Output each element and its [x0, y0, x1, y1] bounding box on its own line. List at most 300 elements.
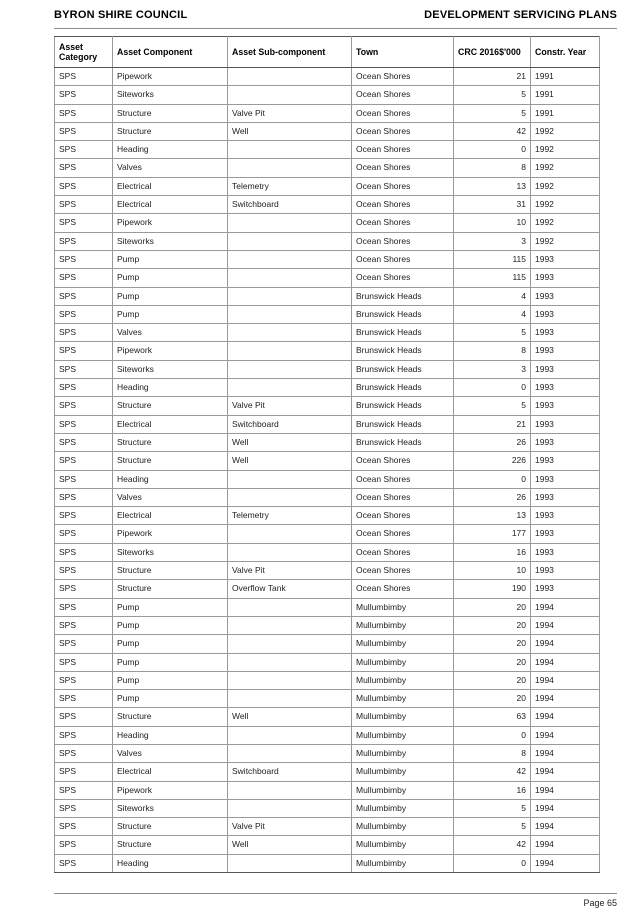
cell-asset-sub-component	[228, 653, 352, 671]
cell-crc: 21	[454, 415, 531, 433]
table-row	[55, 525, 600, 543]
table-row	[55, 86, 600, 104]
cell-asset-category: SPS	[55, 232, 113, 250]
page-header	[54, 9, 617, 29]
cell-asset-sub-component	[228, 324, 352, 342]
cell-asset-component: Heading	[113, 379, 228, 397]
table-row	[55, 433, 600, 451]
cell-asset-component: Electrical	[113, 177, 228, 195]
cell-asset-sub-component	[228, 287, 352, 305]
cell-crc: 5	[454, 104, 531, 122]
cell-construction-year: 1993	[531, 525, 600, 543]
asset-table	[54, 36, 600, 873]
cell-asset-category: SPS	[55, 488, 113, 506]
cell-town: Mullumbimby	[352, 854, 454, 872]
cell-construction-year: 1994	[531, 616, 600, 634]
cell-crc: 3	[454, 360, 531, 378]
cell-asset-category: SPS	[55, 470, 113, 488]
cell-town: Mullumbimby	[352, 818, 454, 836]
cell-crc: 26	[454, 488, 531, 506]
cell-asset-category: SPS	[55, 854, 113, 872]
cell-asset-category: SPS	[55, 324, 113, 342]
table-row	[55, 452, 600, 470]
cell-asset-sub-component: Switchboard	[228, 196, 352, 214]
cell-crc: 21	[454, 68, 531, 86]
cell-construction-year: 1993	[531, 250, 600, 268]
table-row	[55, 488, 600, 506]
cell-crc: 20	[454, 671, 531, 689]
table-row	[55, 543, 600, 561]
cell-asset-component: Siteworks	[113, 360, 228, 378]
cell-town: Mullumbimby	[352, 781, 454, 799]
cell-town: Ocean Shores	[352, 452, 454, 470]
cell-asset-category: SPS	[55, 562, 113, 580]
cell-crc: 63	[454, 708, 531, 726]
cell-crc: 20	[454, 616, 531, 634]
cell-construction-year: 1993	[531, 360, 600, 378]
cell-town: Ocean Shores	[352, 470, 454, 488]
cell-asset-component: Pipework	[113, 342, 228, 360]
cell-crc: 3	[454, 232, 531, 250]
table-row	[55, 781, 600, 799]
cell-asset-component: Siteworks	[113, 543, 228, 561]
cell-town: Brunswick Heads	[352, 360, 454, 378]
cell-asset-category: SPS	[55, 799, 113, 817]
cell-crc: 8	[454, 342, 531, 360]
cell-construction-year: 1993	[531, 452, 600, 470]
cell-construction-year: 1994	[531, 818, 600, 836]
cell-construction-year: 1992	[531, 122, 600, 140]
cell-town: Ocean Shores	[352, 86, 454, 104]
cell-town: Ocean Shores	[352, 250, 454, 268]
cell-asset-component: Pipework	[113, 781, 228, 799]
cell-crc: 0	[454, 470, 531, 488]
table-row	[55, 635, 600, 653]
cell-asset-category: SPS	[55, 635, 113, 653]
cell-asset-sub-component: Overflow Tank	[228, 580, 352, 598]
cell-asset-category: SPS	[55, 598, 113, 616]
cell-asset-component: Electrical	[113, 763, 228, 781]
cell-asset-component: Structure	[113, 818, 228, 836]
organisation-name: BYRON SHIRE COUNCIL	[54, 9, 188, 21]
cell-asset-category: SPS	[55, 159, 113, 177]
table-row	[55, 379, 600, 397]
cell-crc: 16	[454, 543, 531, 561]
cell-crc: 190	[454, 580, 531, 598]
table-row	[55, 68, 600, 86]
cell-asset-category: SPS	[55, 415, 113, 433]
cell-asset-component: Structure	[113, 397, 228, 415]
column-header-asset-category: Asset Category	[55, 37, 113, 68]
cell-asset-component: Pump	[113, 269, 228, 287]
cell-construction-year: 1991	[531, 86, 600, 104]
cell-asset-sub-component	[228, 690, 352, 708]
cell-crc: 0	[454, 854, 531, 872]
cell-asset-category: SPS	[55, 269, 113, 287]
cell-asset-sub-component: Well	[228, 708, 352, 726]
table-row	[55, 799, 600, 817]
table-row	[55, 744, 600, 762]
cell-asset-sub-component	[228, 671, 352, 689]
cell-asset-sub-component	[228, 250, 352, 268]
cell-construction-year: 1994	[531, 799, 600, 817]
cell-asset-sub-component	[228, 726, 352, 744]
table-row	[55, 177, 600, 195]
cell-construction-year: 1994	[531, 671, 600, 689]
cell-construction-year: 1992	[531, 159, 600, 177]
cell-crc: 5	[454, 86, 531, 104]
cell-town: Ocean Shores	[352, 196, 454, 214]
cell-construction-year: 1993	[531, 287, 600, 305]
cell-asset-category: SPS	[55, 543, 113, 561]
table-row	[55, 214, 600, 232]
cell-construction-year: 1993	[531, 269, 600, 287]
cell-town: Brunswick Heads	[352, 342, 454, 360]
table-row	[55, 360, 600, 378]
cell-asset-category: SPS	[55, 122, 113, 140]
cell-asset-sub-component	[228, 214, 352, 232]
cell-asset-component: Heading	[113, 854, 228, 872]
cell-construction-year: 1991	[531, 104, 600, 122]
cell-asset-component: Electrical	[113, 415, 228, 433]
cell-asset-component: Valves	[113, 324, 228, 342]
cell-crc: 0	[454, 141, 531, 159]
cell-construction-year: 1992	[531, 177, 600, 195]
cell-town: Brunswick Heads	[352, 415, 454, 433]
cell-asset-sub-component: Well	[228, 122, 352, 140]
cell-asset-category: SPS	[55, 452, 113, 470]
cell-asset-sub-component	[228, 854, 352, 872]
cell-asset-category: SPS	[55, 690, 113, 708]
cell-asset-sub-component	[228, 781, 352, 799]
table-row	[55, 726, 600, 744]
cell-asset-component: Siteworks	[113, 86, 228, 104]
cell-asset-sub-component	[228, 141, 352, 159]
cell-asset-component: Valves	[113, 488, 228, 506]
cell-crc: 20	[454, 690, 531, 708]
cell-crc: 5	[454, 324, 531, 342]
cell-asset-component: Electrical	[113, 507, 228, 525]
cell-construction-year: 1991	[531, 68, 600, 86]
cell-asset-sub-component	[228, 269, 352, 287]
cell-asset-category: SPS	[55, 763, 113, 781]
cell-asset-component: Pump	[113, 616, 228, 634]
cell-construction-year: 1993	[531, 415, 600, 433]
cell-asset-component: Pump	[113, 598, 228, 616]
cell-asset-sub-component: Well	[228, 433, 352, 451]
cell-asset-category: SPS	[55, 379, 113, 397]
cell-construction-year: 1993	[531, 433, 600, 451]
cell-construction-year: 1994	[531, 763, 600, 781]
cell-asset-category: SPS	[55, 781, 113, 799]
table-row	[55, 690, 600, 708]
cell-crc: 115	[454, 250, 531, 268]
cell-town: Ocean Shores	[352, 122, 454, 140]
cell-crc: 42	[454, 763, 531, 781]
cell-town: Mullumbimby	[352, 726, 454, 744]
cell-asset-sub-component: Switchboard	[228, 763, 352, 781]
cell-asset-component: Pump	[113, 671, 228, 689]
cell-crc: 26	[454, 433, 531, 451]
cell-construction-year: 1994	[531, 653, 600, 671]
cell-crc: 16	[454, 781, 531, 799]
table-row	[55, 305, 600, 323]
cell-construction-year: 1992	[531, 232, 600, 250]
cell-asset-sub-component: Valve Pit	[228, 104, 352, 122]
cell-asset-category: SPS	[55, 433, 113, 451]
column-header-town: Town	[352, 37, 454, 68]
cell-town: Brunswick Heads	[352, 305, 454, 323]
cell-crc: 13	[454, 177, 531, 195]
table-row	[55, 708, 600, 726]
column-header-construction-year: Constr. Year	[531, 37, 600, 68]
cell-asset-component: Pump	[113, 250, 228, 268]
cell-town: Mullumbimby	[352, 836, 454, 854]
cell-asset-component: Pump	[113, 305, 228, 323]
cell-town: Ocean Shores	[352, 562, 454, 580]
cell-crc: 0	[454, 379, 531, 397]
table-row	[55, 818, 600, 836]
cell-town: Mullumbimby	[352, 799, 454, 817]
cell-crc: 5	[454, 799, 531, 817]
cell-construction-year: 1993	[531, 305, 600, 323]
cell-construction-year: 1992	[531, 214, 600, 232]
cell-construction-year: 1993	[531, 379, 600, 397]
cell-asset-category: SPS	[55, 708, 113, 726]
cell-crc: 10	[454, 562, 531, 580]
table-row	[55, 324, 600, 342]
cell-crc: 0	[454, 726, 531, 744]
cell-crc: 20	[454, 653, 531, 671]
cell-town: Ocean Shores	[352, 525, 454, 543]
cell-town: Ocean Shores	[352, 232, 454, 250]
cell-crc: 226	[454, 452, 531, 470]
table-row	[55, 269, 600, 287]
table-row	[55, 763, 600, 781]
table-header-row	[55, 37, 600, 68]
cell-crc: 20	[454, 598, 531, 616]
table-row	[55, 598, 600, 616]
cell-asset-component: Structure	[113, 580, 228, 598]
cell-asset-category: SPS	[55, 177, 113, 195]
cell-construction-year: 1993	[531, 488, 600, 506]
table-row	[55, 232, 600, 250]
cell-asset-component: Heading	[113, 726, 228, 744]
cell-asset-category: SPS	[55, 818, 113, 836]
cell-asset-component: Pump	[113, 690, 228, 708]
cell-town: Brunswick Heads	[352, 433, 454, 451]
cell-asset-component: Heading	[113, 470, 228, 488]
cell-town: Brunswick Heads	[352, 397, 454, 415]
cell-asset-sub-component	[228, 799, 352, 817]
cell-construction-year: 1994	[531, 598, 600, 616]
cell-town: Ocean Shores	[352, 177, 454, 195]
cell-asset-sub-component	[228, 232, 352, 250]
cell-asset-component: Structure	[113, 452, 228, 470]
table-row	[55, 836, 600, 854]
cell-town: Ocean Shores	[352, 214, 454, 232]
cell-asset-category: SPS	[55, 196, 113, 214]
cell-town: Mullumbimby	[352, 653, 454, 671]
cell-asset-component: Pipework	[113, 525, 228, 543]
cell-asset-category: SPS	[55, 214, 113, 232]
cell-asset-sub-component	[228, 86, 352, 104]
table-row	[55, 854, 600, 872]
cell-town: Ocean Shores	[352, 580, 454, 598]
cell-asset-category: SPS	[55, 250, 113, 268]
cell-asset-component: Structure	[113, 562, 228, 580]
cell-construction-year: 1994	[531, 635, 600, 653]
cell-asset-sub-component: Valve Pit	[228, 562, 352, 580]
cell-asset-sub-component: Telemetry	[228, 177, 352, 195]
asset-table-body	[55, 68, 600, 873]
cell-town: Ocean Shores	[352, 68, 454, 86]
cell-construction-year: 1992	[531, 196, 600, 214]
cell-crc: 4	[454, 287, 531, 305]
cell-construction-year: 1993	[531, 470, 600, 488]
cell-asset-sub-component: Well	[228, 836, 352, 854]
cell-asset-component: Heading	[113, 141, 228, 159]
cell-asset-component: Valves	[113, 744, 228, 762]
table-row	[55, 342, 600, 360]
table-row	[55, 415, 600, 433]
cell-construction-year: 1994	[531, 690, 600, 708]
cell-asset-category: SPS	[55, 671, 113, 689]
table-row	[55, 250, 600, 268]
cell-asset-sub-component	[228, 470, 352, 488]
cell-asset-component: Pump	[113, 287, 228, 305]
cell-town: Ocean Shores	[352, 488, 454, 506]
cell-town: Mullumbimby	[352, 763, 454, 781]
cell-asset-category: SPS	[55, 360, 113, 378]
cell-construction-year: 1993	[531, 580, 600, 598]
cell-town: Ocean Shores	[352, 141, 454, 159]
table-row	[55, 122, 600, 140]
cell-crc: 20	[454, 635, 531, 653]
cell-asset-component: Structure	[113, 836, 228, 854]
cell-construction-year: 1993	[531, 507, 600, 525]
cell-crc: 177	[454, 525, 531, 543]
cell-asset-category: SPS	[55, 836, 113, 854]
cell-construction-year: 1992	[531, 141, 600, 159]
cell-construction-year: 1993	[531, 397, 600, 415]
cell-asset-component: Pump	[113, 635, 228, 653]
cell-town: Ocean Shores	[352, 159, 454, 177]
cell-asset-category: SPS	[55, 616, 113, 634]
document-title: DEVELOPMENT SERVICING PLANS	[424, 9, 617, 21]
table-row	[55, 671, 600, 689]
cell-asset-sub-component	[228, 598, 352, 616]
cell-asset-sub-component	[228, 360, 352, 378]
cell-asset-component: Structure	[113, 708, 228, 726]
cell-town: Ocean Shores	[352, 104, 454, 122]
table-row	[55, 562, 600, 580]
cell-asset-sub-component	[228, 543, 352, 561]
footer-divider	[54, 893, 617, 894]
cell-asset-sub-component	[228, 616, 352, 634]
cell-asset-category: SPS	[55, 580, 113, 598]
cell-town: Mullumbimby	[352, 744, 454, 762]
cell-asset-category: SPS	[55, 86, 113, 104]
cell-asset-component: Structure	[113, 104, 228, 122]
cell-construction-year: 1994	[531, 708, 600, 726]
cell-crc: 42	[454, 122, 531, 140]
cell-construction-year: 1994	[531, 726, 600, 744]
column-header-crc: CRC 2016$'000	[454, 37, 531, 68]
table-row	[55, 159, 600, 177]
cell-asset-sub-component	[228, 525, 352, 543]
cell-town: Mullumbimby	[352, 690, 454, 708]
cell-asset-category: SPS	[55, 287, 113, 305]
table-row	[55, 653, 600, 671]
cell-asset-category: SPS	[55, 726, 113, 744]
cell-asset-sub-component: Switchboard	[228, 415, 352, 433]
cell-town: Brunswick Heads	[352, 324, 454, 342]
page-number: Page 65	[583, 898, 617, 908]
cell-asset-category: SPS	[55, 653, 113, 671]
cell-construction-year: 1993	[531, 543, 600, 561]
cell-town: Ocean Shores	[352, 507, 454, 525]
cell-town: Brunswick Heads	[352, 287, 454, 305]
cell-asset-component: Pump	[113, 653, 228, 671]
cell-construction-year: 1993	[531, 562, 600, 580]
cell-asset-category: SPS	[55, 141, 113, 159]
table-row	[55, 141, 600, 159]
cell-asset-category: SPS	[55, 397, 113, 415]
column-header-asset-component: Asset Component	[113, 37, 228, 68]
cell-construction-year: 1994	[531, 744, 600, 762]
table-row	[55, 287, 600, 305]
cell-asset-category: SPS	[55, 68, 113, 86]
cell-construction-year: 1993	[531, 342, 600, 360]
cell-crc: 10	[454, 214, 531, 232]
cell-town: Mullumbimby	[352, 708, 454, 726]
cell-town: Mullumbimby	[352, 671, 454, 689]
table-row	[55, 507, 600, 525]
cell-asset-component: Pipework	[113, 214, 228, 232]
cell-town: Ocean Shores	[352, 543, 454, 561]
cell-crc: 31	[454, 196, 531, 214]
cell-asset-category: SPS	[55, 305, 113, 323]
cell-asset-sub-component	[228, 379, 352, 397]
cell-asset-category: SPS	[55, 342, 113, 360]
cell-asset-category: SPS	[55, 507, 113, 525]
cell-construction-year: 1993	[531, 324, 600, 342]
cell-asset-category: SPS	[55, 104, 113, 122]
cell-asset-sub-component: Well	[228, 452, 352, 470]
cell-town: Mullumbimby	[352, 635, 454, 653]
column-header-asset-sub-component: Asset Sub-component	[228, 37, 352, 68]
cell-crc: 4	[454, 305, 531, 323]
table-row	[55, 470, 600, 488]
cell-town: Mullumbimby	[352, 616, 454, 634]
cell-asset-category: SPS	[55, 744, 113, 762]
table-row	[55, 580, 600, 598]
header-divider	[54, 28, 617, 29]
cell-construction-year: 1994	[531, 836, 600, 854]
cell-crc: 5	[454, 818, 531, 836]
cell-asset-category: SPS	[55, 525, 113, 543]
cell-asset-sub-component	[228, 68, 352, 86]
cell-asset-sub-component	[228, 305, 352, 323]
cell-asset-component: Siteworks	[113, 799, 228, 817]
cell-asset-sub-component: Telemetry	[228, 507, 352, 525]
cell-asset-component: Structure	[113, 433, 228, 451]
cell-town: Ocean Shores	[352, 269, 454, 287]
cell-asset-sub-component	[228, 342, 352, 360]
cell-asset-sub-component: Valve Pit	[228, 818, 352, 836]
cell-crc: 8	[454, 159, 531, 177]
